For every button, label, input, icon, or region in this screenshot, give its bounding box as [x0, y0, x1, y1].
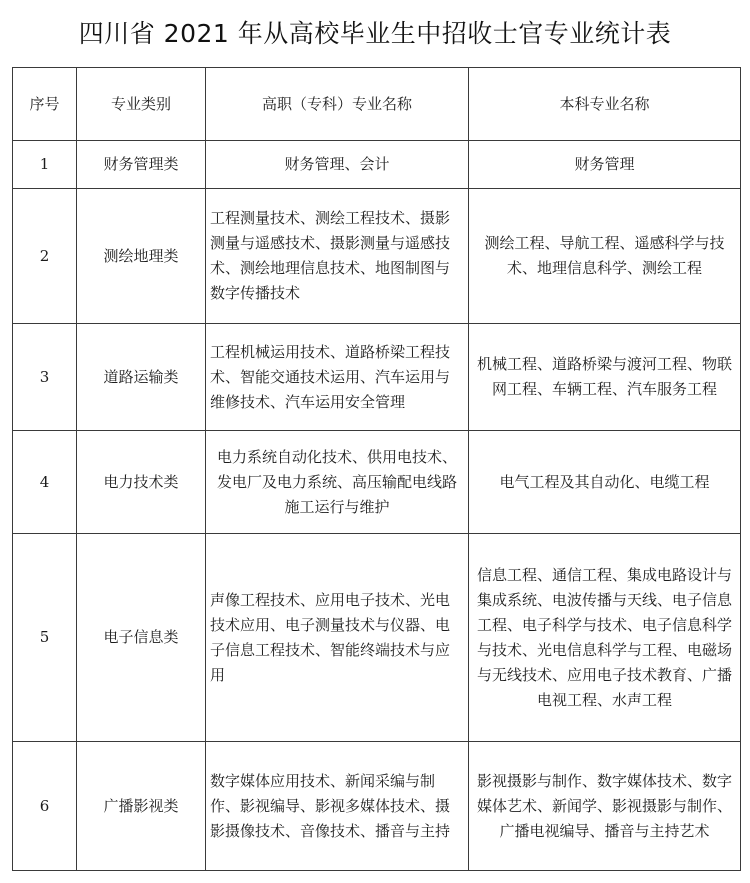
row-category: 电力技术类 [77, 431, 206, 534]
row-index: 1 [13, 141, 77, 189]
row-bachelor-majors: 电气工程及其自动化、电缆工程 [469, 431, 741, 534]
table-header-row [13, 68, 741, 141]
row-index: 3 [13, 324, 77, 431]
header-vocational: 高职（专科）专业名称 [206, 68, 469, 141]
row-vocational-majors: 电力系统自动化技术、供用电技术、发电厂及电力系统、高压输配电线路施工运行与维护 [206, 431, 469, 534]
row-bachelor-majors: 信息工程、通信工程、集成电路设计与集成系统、电波传播与天线、电子信息工程、电子科学与技术、电子信息科学与技术、光电信息科学与工程、电磁场与无线技术、应用电子技术教育、广播电视工程、水声工程 [469, 534, 741, 742]
major-statistics-table [12, 67, 741, 871]
row-index: 6 [13, 742, 77, 871]
row-category: 电子信息类 [77, 534, 206, 742]
header-category: 专业类别 [77, 68, 206, 141]
row-vocational-majors: 工程机械运用技术、道路桥梁工程技术、智能交通技术运用、汽车运用与维修技术、汽车运用安全管理 [206, 324, 469, 431]
row-index: 5 [13, 534, 77, 742]
row-index: 4 [13, 431, 77, 534]
header-index: 序号 [13, 68, 77, 141]
row-bachelor-majors: 测绘工程、导航工程、遥感科学与技术、地理信息科学、测绘工程 [469, 189, 741, 324]
row-category: 测绘地理类 [77, 189, 206, 324]
table-row [13, 324, 741, 431]
row-vocational-majors: 工程测量技术、测绘工程技术、摄影测量与遥感技术、摄影测量与遥感技术、测绘地理信息技术、地图制图与数字传播技术 [206, 189, 469, 324]
table-row [13, 189, 741, 324]
table-row [13, 141, 741, 189]
table-row [13, 534, 741, 742]
row-bachelor-majors: 机械工程、道路桥梁与渡河工程、物联网工程、车辆工程、汽车服务工程 [469, 324, 741, 431]
page-title: 四川省 2021 年从高校毕业生中招收士官专业统计表 [78, 19, 672, 48]
row-category: 广播影视类 [77, 742, 206, 871]
header-bachelor: 本科专业名称 [469, 68, 741, 141]
row-category: 道路运输类 [77, 324, 206, 431]
row-bachelor-majors: 影视摄影与制作、数字媒体技术、数字媒体艺术、新闻学、影视摄影与制作、广播电视编导、播音与主持艺术 [469, 742, 741, 871]
row-vocational-majors: 财务管理、会计 [206, 141, 469, 189]
row-index: 2 [13, 189, 77, 324]
row-vocational-majors: 数字媒体应用技术、新闻采编与制作、影视编导、影视多媒体技术、摄影摄像技术、音像技术、播音与主持 [206, 742, 469, 871]
table-row [13, 431, 741, 534]
row-vocational-majors: 声像工程技术、应用电子技术、光电技术应用、电子测量技术与仪器、电子信息工程技术、智能终端技术与应用 [206, 534, 469, 742]
row-category: 财务管理类 [77, 141, 206, 189]
table-row [13, 742, 741, 871]
row-bachelor-majors: 财务管理 [469, 141, 741, 189]
